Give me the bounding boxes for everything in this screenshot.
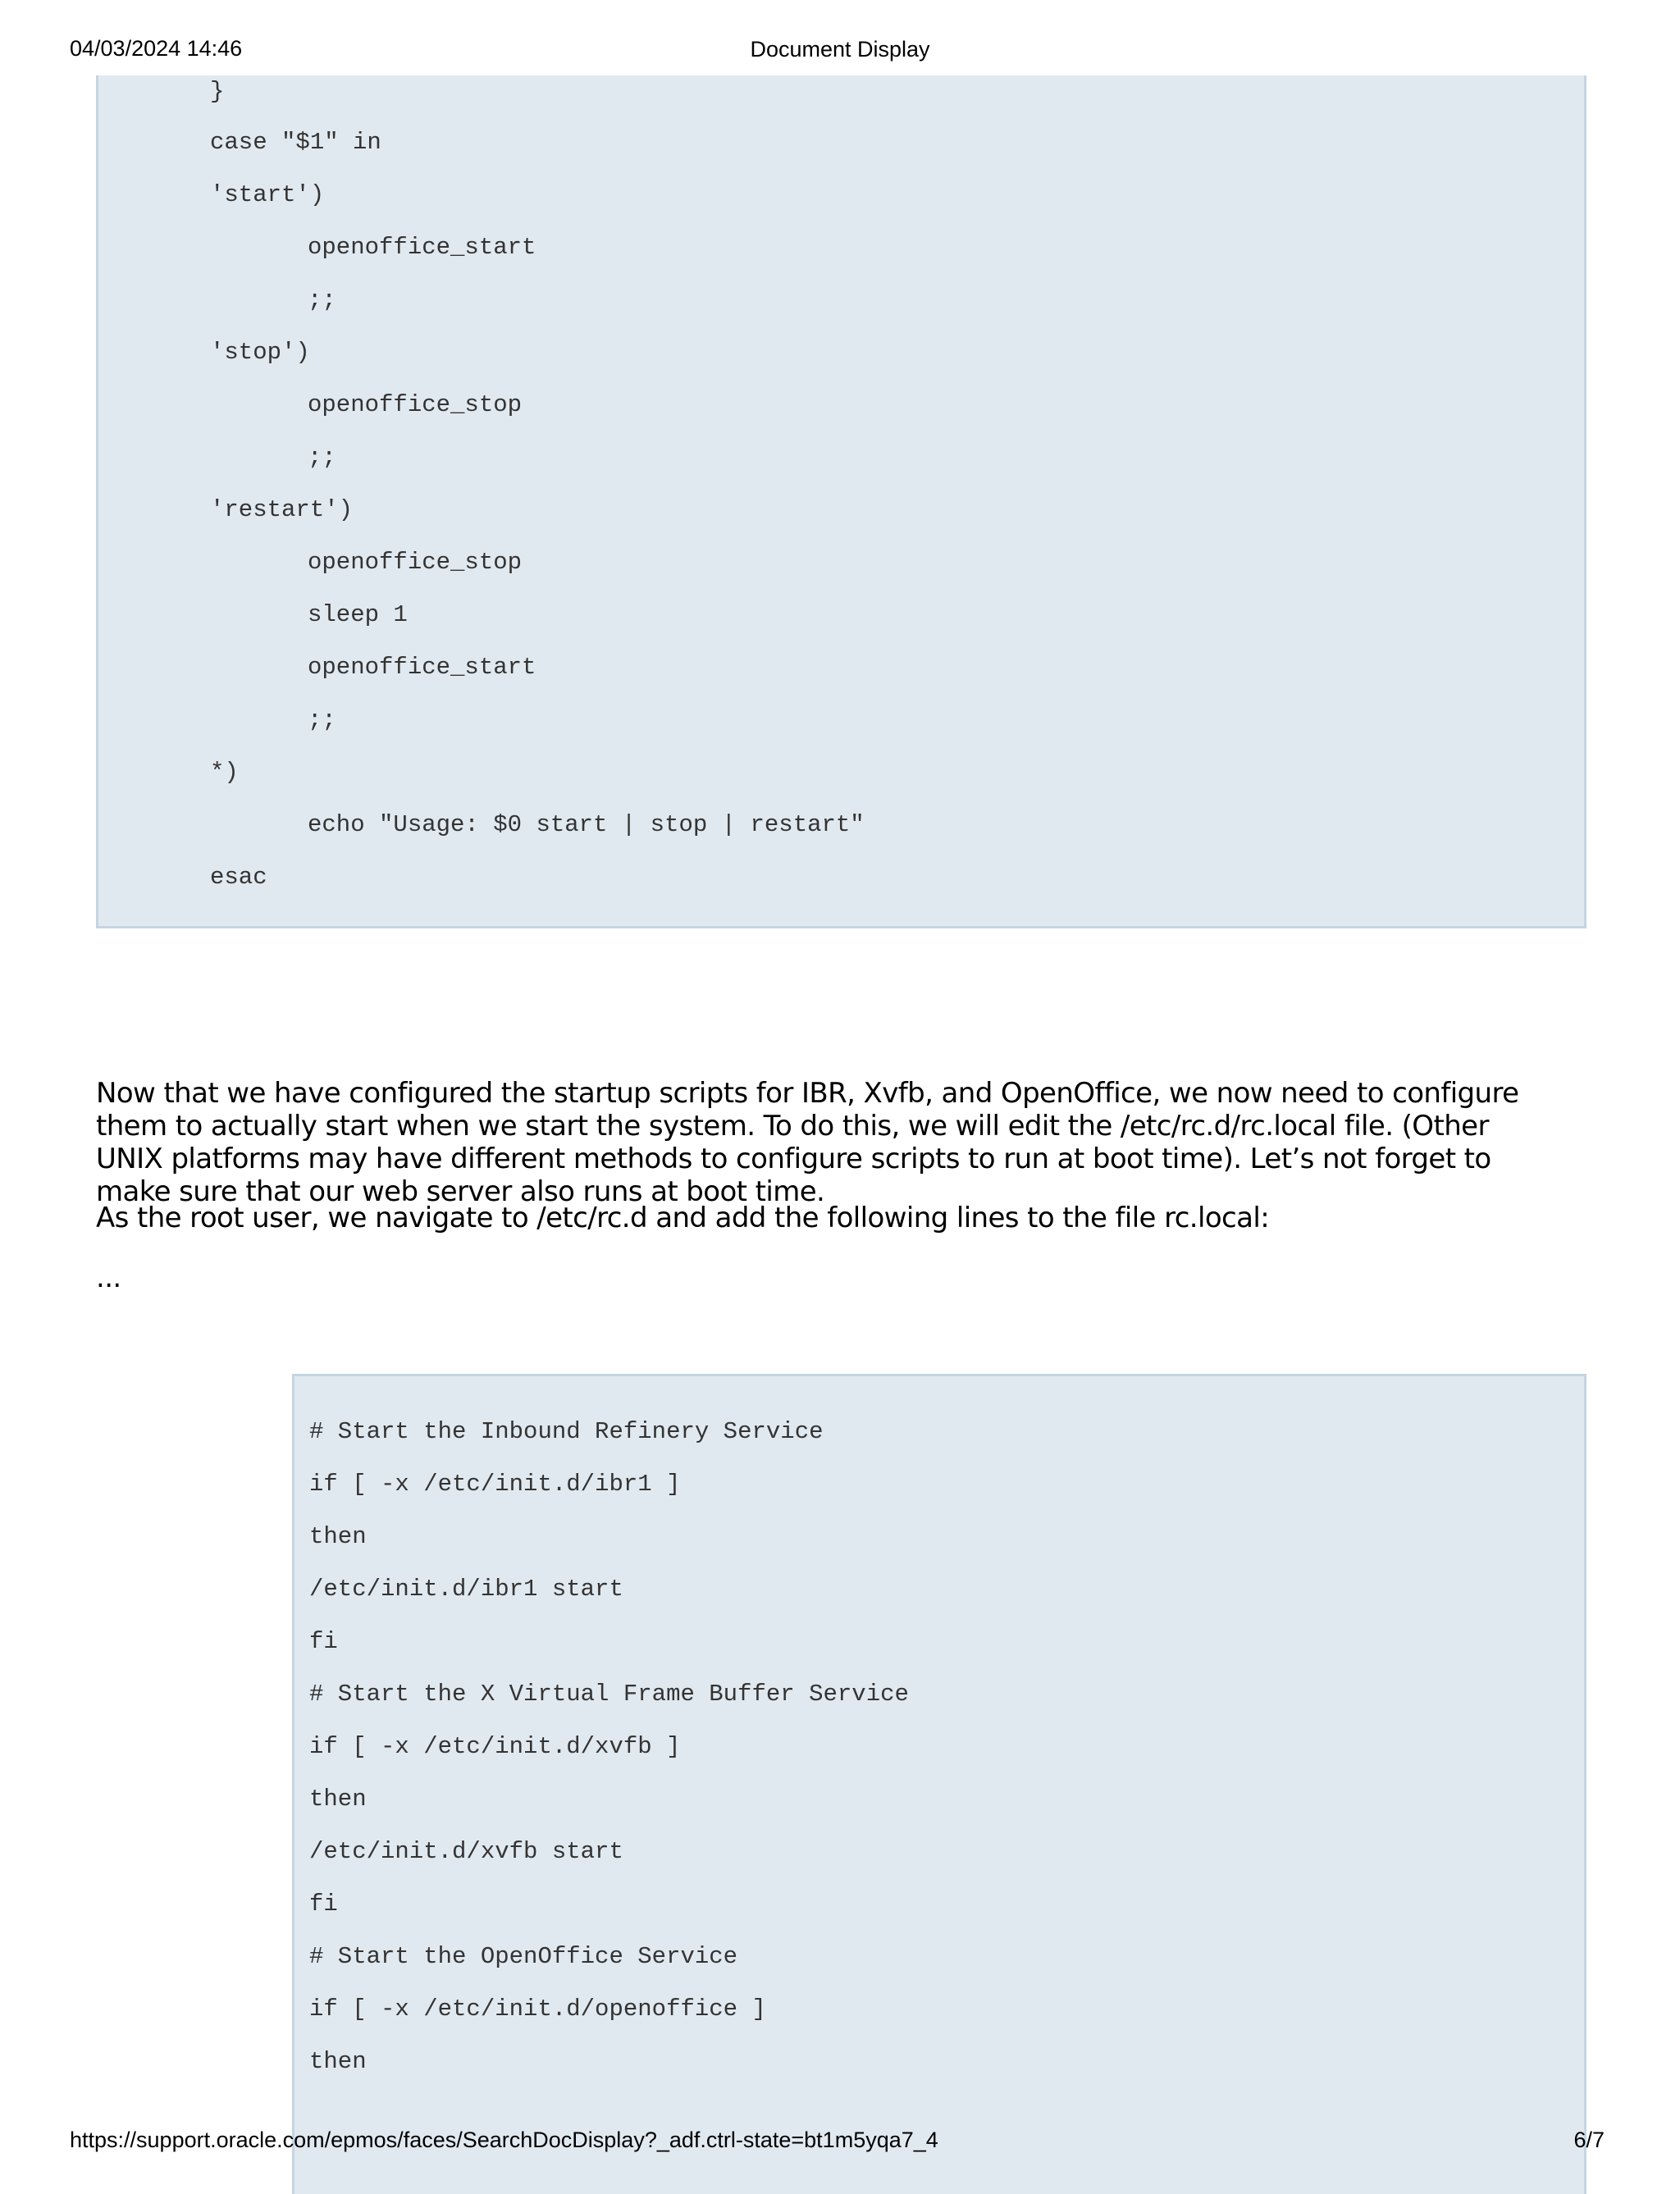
code-line: fi [309,1628,338,1655]
code-line: 'restart') [210,496,354,523]
code-line: 'start') [210,181,325,208]
footer-page-number: 6/7 [1573,2128,1605,2152]
code-line: ;; [308,706,336,733]
code-line: /etc/init.d/xvfb start [309,1838,623,1865]
code-line: } [210,78,225,105]
code-line: sleep 1 [308,601,408,628]
footer-url: https://support.oracle.com/epmos/faces/SearchDocDisplay?_adf.ctrl-state=bt1m5yqa7_4 [70,2128,938,2152]
code-line: *) [210,759,239,786]
code-line: # Start the X Virtual Frame Buffer Service [309,1681,909,1708]
paragraph-text: Now that we have configured the startup scripts for IBR, Xvfb, and OpenOffice, we now need to configure them to actually start when we start the system. To do this, we will edit the /etc/rc.d/rc.local file. (Other UNIX platforms may have different methods to configure scripts to run at boot time). Let’s not forget to make sure that our web server also runs at boot time. [96,1077,1519,1208]
code-line: case "$1" in [210,129,381,156]
code-line: fi [309,1891,338,1918]
code-line: then [309,1523,367,1550]
code-line: openoffice_start [308,234,536,261]
code-line: # Start the OpenOffice Service [309,1943,738,1970]
code-line: if [ -x /etc/init.d/xvfb ] [309,1733,681,1760]
code-block-case-statement [96,75,1586,928]
body-paragraph-2 [96,1202,1540,1234]
code-line: openoffice_stop [308,391,523,418]
header-title: Document Display [750,37,930,62]
code-line: 'stop') [210,339,310,366]
code-line: then [309,1786,367,1813]
code-line: ;; [308,444,336,471]
code-line: ;; [308,286,336,313]
code-line: esac [210,864,267,891]
header-datetime: 04/03/2024 14:46 [70,36,243,61]
code-line: if [ -x /etc/init.d/ibr1 ] [309,1471,681,1498]
code-block-rc-local [292,1374,1586,2194]
ellipsis-text: ... [96,1261,121,1294]
paragraph-text: As the root user, we navigate to /etc/rc.d and add the following lines to the file rc.local: [96,1202,1270,1234]
code-line: echo "Usage: $0 start | stop | restart" [308,811,865,838]
body-paragraph-1 [96,1077,1540,1208]
code-line: then [309,2048,367,2075]
code-line: /etc/init.d/ibr1 start [309,1576,623,1603]
code-line: if [ -x /etc/init.d/openoffice ] [309,1996,766,2023]
body-ellipsis [96,1261,1540,1294]
code-line: # Start the Inbound Refinery Service [309,1418,824,1445]
code-line: openoffice_stop [308,549,523,576]
code-line: openoffice_start [308,654,536,681]
